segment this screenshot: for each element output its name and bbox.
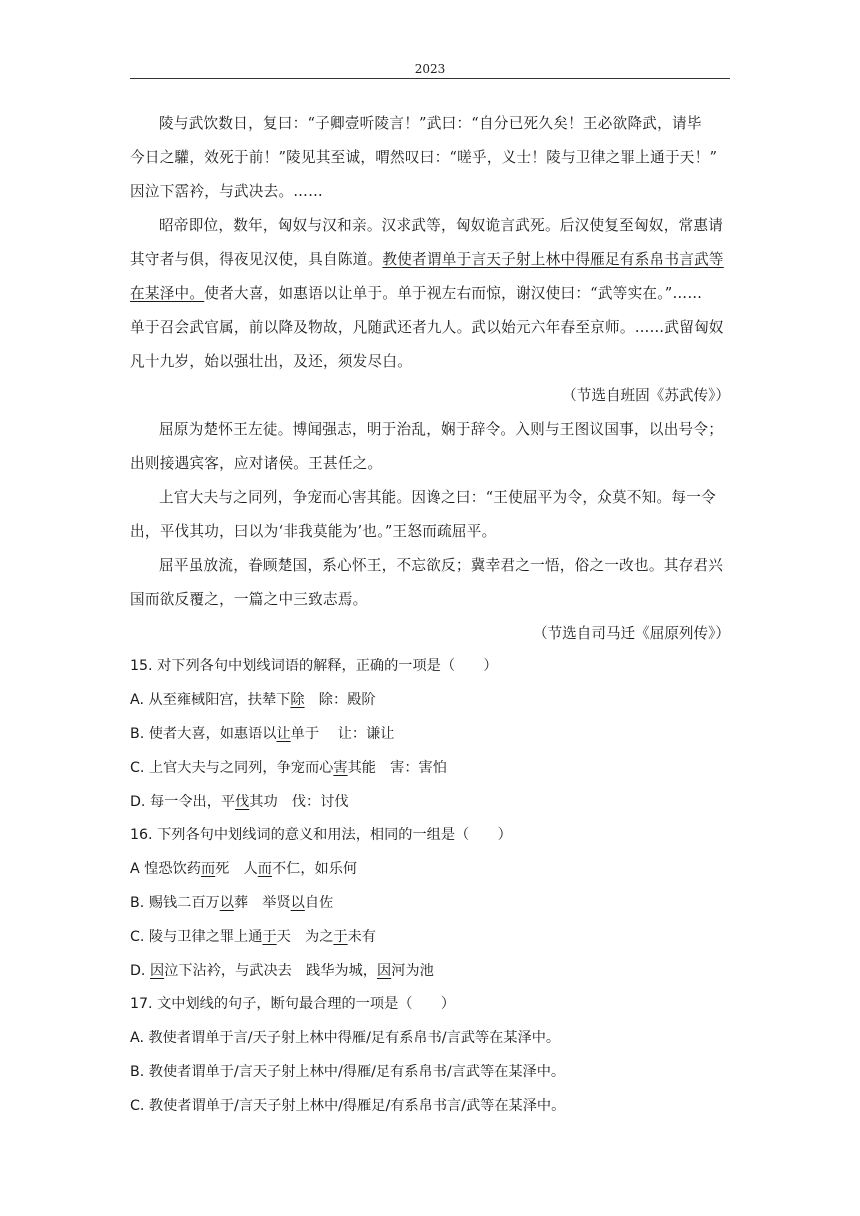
passage-line: 凡十九岁，始以强壮出，及还，须发尽白。 [130,353,413,370]
answer-option [130,723,394,743]
underlined-word: 除 [290,692,305,708]
option-text: 河为池 [391,963,434,979]
answer-option [130,689,376,709]
underlined-word: 害 [333,760,348,776]
passage-line: 屈平虽放流，眷顾楚国，系心怀王，不忘欲反；冀幸君之一悟，俗之一改也。其存君兴 [159,557,724,574]
passage-line: 出，平伐其功，曰以为‘非我莫能为’也。”王怒而疏屈平。 [130,523,497,540]
option-text: D. [130,963,150,979]
answer-option [130,791,349,811]
underlined-word: 而 [257,861,272,877]
underlined-word: 于 [262,929,277,945]
option-text: 单于 让：谦让 [290,726,395,742]
answer-option [130,926,376,946]
answer-option: C. 教使者谓单于/言天子射上林中/得雁足/有系帛书言/武等在某泽中。 [130,1098,566,1114]
option-text: C. 上官大夫与之同列，争宠而心 [130,760,334,776]
underlined-word: 以 [219,895,234,911]
question-stem: 16. 下列各句中划线词的意义和用法，相同的一组是（ ） [130,827,512,843]
option-text: D. 每一令出，平 [130,794,236,810]
underlined-word: 让 [276,726,291,742]
passage-line: 屈原为楚怀王左徒。博闻强志，明于治乱，娴于辞令。入则与王图议国事，以出号令； [159,421,724,438]
option-text: 不仁，如乐何 [271,861,358,877]
option-text: 其功 伐：讨伐 [249,794,349,810]
passage-line: 上官大夫与之同列，争宠而心害其能。因谗之曰：“王使屈平为令，众莫不知。每一令 [159,489,716,506]
underlined-word: 而 [200,861,216,877]
source-citation: （节选自司马迁《屈原列传》） [532,625,730,642]
underlined-word: 于 [333,929,348,945]
passage-line: 因泣下霑衿，与武决去。…… [130,183,323,200]
passage-line: 陵与武饮数日，复曰：“子卿壹听陵言！”武曰：“自分已死久矣！王必欲降武，请毕 [159,115,702,132]
option-text: A 惶恐饮药 [130,861,201,877]
option-text: A. 从至雍棫阳宫，扶辇下 [130,692,291,708]
question-stem: 15. 对下列各句中划线词语的解释，正确的一项是（ ） [130,658,498,674]
option-text: B. 使者大喜，如惠语以 [130,726,277,742]
answer-option: B. 教使者谓单于/言天子射上林中/得雁/足有系帛书/言武等在某泽中。 [130,1064,566,1080]
answer-option [130,858,357,878]
underlined-word: 因 [149,963,165,979]
underlined-word: 因 [376,963,392,979]
underlined-word: 以 [290,895,305,911]
passage-line: 今日之驩，效死于前！”陵见其至诚，喟然叹曰：“嗟乎，义士！陵与卫律之罪上通于天！” [130,149,718,166]
answer-option [130,892,333,912]
underlined-word: 伐 [235,794,250,810]
option-text: 其能 害：害怕 [347,760,447,776]
header-divider [130,78,730,79]
option-text: B. 赐钱二百万 [130,895,220,911]
option-text: 泣下沾衿，与武决去 践华为城， [164,963,377,979]
passage-line [130,282,730,303]
passage-line: 昭帝即位，数年，匈奴与汉和亲。汉求武等，匈奴诡言武死。后汉使复至匈奴，常惠请 [159,217,724,234]
option-text: 自佐 [304,895,334,911]
option-text: 未有 [347,929,376,945]
passage-line: 国而欲反覆之，一篇之中三致志焉。 [130,591,368,608]
question-stem: 17. 文中划线的句子，断句最合理的一项是（ ） [130,996,456,1012]
option-text: 天 为之 [276,929,334,945]
answer-option [130,757,447,777]
passage-line [130,248,730,269]
answer-option: A. 教使者谓单于言/天子射上林中得雁/足有系帛书/言武等在某泽中。 [130,1030,561,1046]
option-text: 死 人 [215,861,258,877]
passage-line: 单于召会武官属，前以降及物故，凡随武还者九人。武以始元六年春至京师。……武留匈奴 [130,319,724,336]
option-text: C. 陵与卫律之罪上通 [130,929,263,945]
page-header-year: 2023 [414,62,446,76]
answer-option [130,960,434,980]
underlined-sentence: 在某泽中。 [130,285,205,302]
underlined-sentence: 教使者谓单于言天子射上林中得雁足有系帛书言武等 [382,251,724,268]
passage-text: 使者大喜，如惠语以让单于。单于视左右而惊，谢汉使曰：“武等实在。”…… [204,285,703,302]
passage-text: 其守者与俱，得夜见汉使，具自陈道。 [130,251,383,268]
option-text: 除：殿阶 [304,692,376,708]
source-citation: （节选自班固《苏武传》） [562,387,730,404]
option-text: 葬 举贤 [233,895,291,911]
passage-line: 出则接遇宾客，应对诸侯。王甚任之。 [130,455,383,472]
